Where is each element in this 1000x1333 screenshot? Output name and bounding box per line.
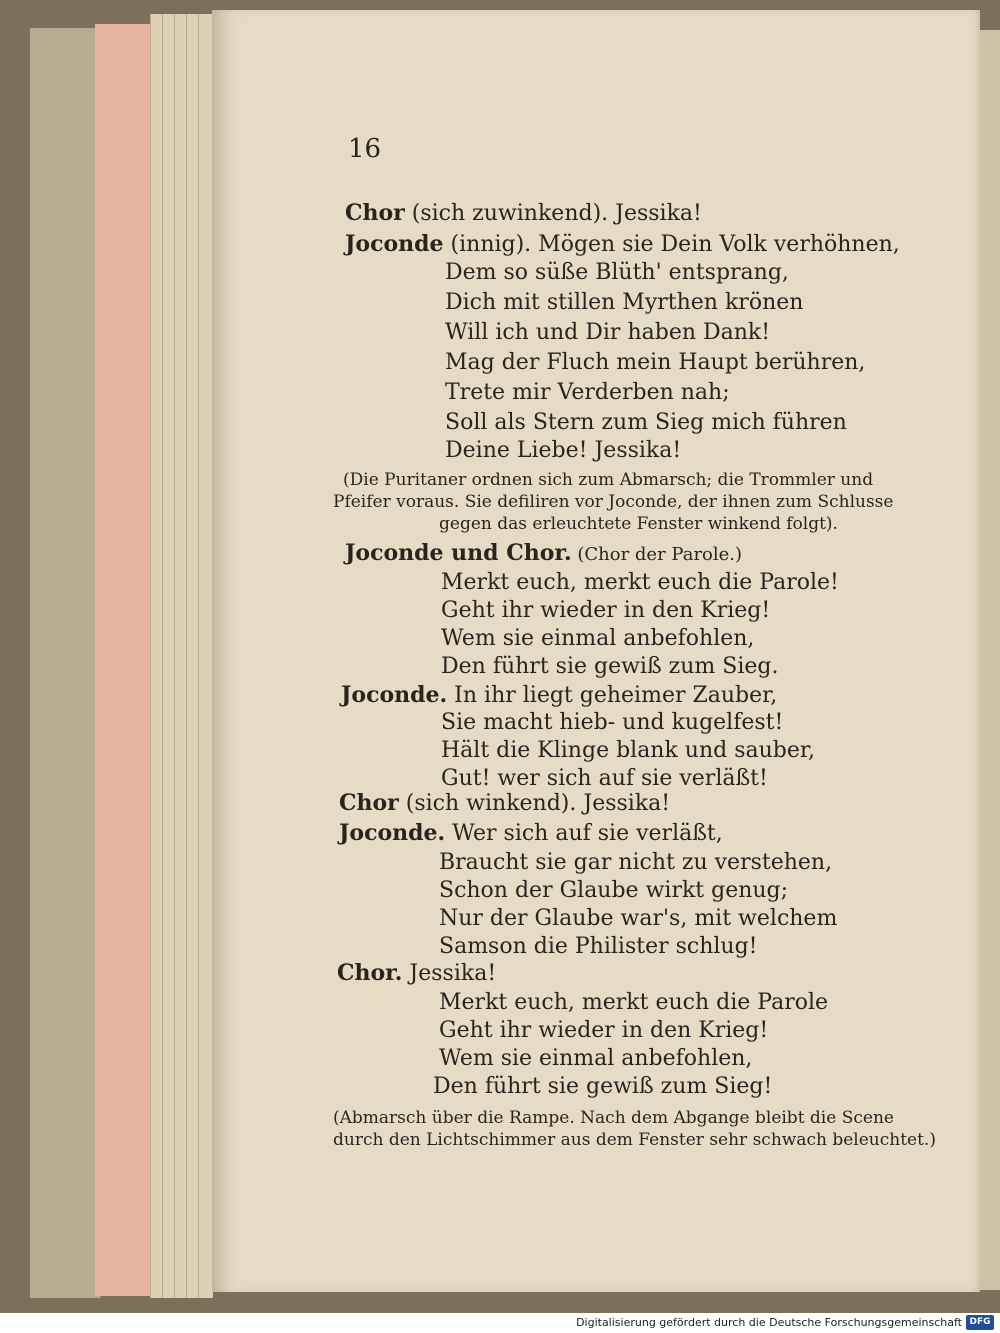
footer-bar	[0, 1313, 1000, 1333]
stage-direction: (Abmarsch über die Rampe. Nach dem Abgange bleibt die Scene	[333, 1108, 894, 1128]
dfg-logo: DFG	[966, 1315, 994, 1330]
text-line: Soll als Stern zum Sieg mich führen	[445, 410, 847, 435]
cover-board	[30, 28, 101, 1298]
text-line: Trete mir Verderben nah;	[445, 380, 730, 405]
text-line: Merkt euch, merkt euch die Parole!	[441, 570, 839, 595]
text-line: Den führt sie gewiß zum Sieg!	[433, 1074, 773, 1099]
text-line: Nur der Glaube war's, mit welchem	[439, 906, 838, 931]
text-line: Chor. Jessika!	[337, 960, 497, 986]
text-line: Hält die Klinge blank und sauber,	[441, 738, 815, 763]
text-line: Chor (sich winkend). Jessika!	[339, 790, 671, 816]
text-line: Wem sie einmal anbefohlen,	[439, 1046, 753, 1071]
text-line: Merkt euch, merkt euch die Parole	[439, 990, 829, 1015]
stage-direction: durch den Lichtschimmer aus dem Fenster sehr schwach beleuchtet.)	[333, 1130, 936, 1150]
page-edge	[198, 14, 213, 1298]
funding-notice: Digitalisierung gefördert durch die Deutsche Forschungsgemeinschaft	[576, 1316, 962, 1329]
text-line: Schon der Glaube wirkt genug;	[439, 878, 789, 903]
text-line: Den führt sie gewiß zum Sieg.	[441, 654, 779, 679]
stage-direction: gegen das erleuchtete Fenster winkend folgt).	[439, 514, 838, 534]
text-line: Joconde. Wer sich auf sie verläßt,	[339, 820, 723, 846]
text-line: Sie macht hieb- und kugelfest!	[441, 710, 784, 735]
stage-direction: (Die Puritaner ordnen sich zum Abmarsch; die Trommler und	[343, 470, 874, 490]
stage-direction: Pfeifer voraus. Sie defiliren vor Joconde, der ihnen zum Schlusse	[333, 492, 894, 512]
text-line: Braucht sie gar nicht zu verstehen,	[439, 850, 833, 875]
text-line: Dich mit stillen Myrthen krönen	[445, 290, 804, 315]
text-line: Gut! wer sich auf sie verläßt!	[441, 766, 768, 791]
text-line: Joconde und Chor. (Chor der Parole.)	[345, 540, 743, 566]
page-number: 16	[348, 134, 382, 164]
text-line: Joconde (innig). Mögen sie Dein Volk verhöhnen,	[345, 231, 900, 257]
text-line: Joconde. In ihr liegt geheimer Zauber,	[341, 682, 778, 708]
text-line: Dem so süße Blüth' entsprang,	[445, 260, 789, 285]
text-line: Samson die Philister schlug!	[439, 934, 758, 959]
text-line: Mag der Fluch mein Haupt berühren,	[445, 350, 866, 375]
text-line: Geht ihr wieder in den Krieg!	[441, 598, 771, 623]
text-line: Chor (sich zuwinkend). Jessika!	[345, 200, 702, 226]
endpaper-edge	[95, 24, 155, 1296]
text-line: Deine Liebe! Jessika!	[445, 438, 682, 463]
text-line: Wem sie einmal anbefohlen,	[441, 626, 755, 651]
text-line: Geht ihr wieder in den Krieg!	[439, 1018, 769, 1043]
text-line: Will ich und Dir haben Dank!	[445, 320, 771, 345]
